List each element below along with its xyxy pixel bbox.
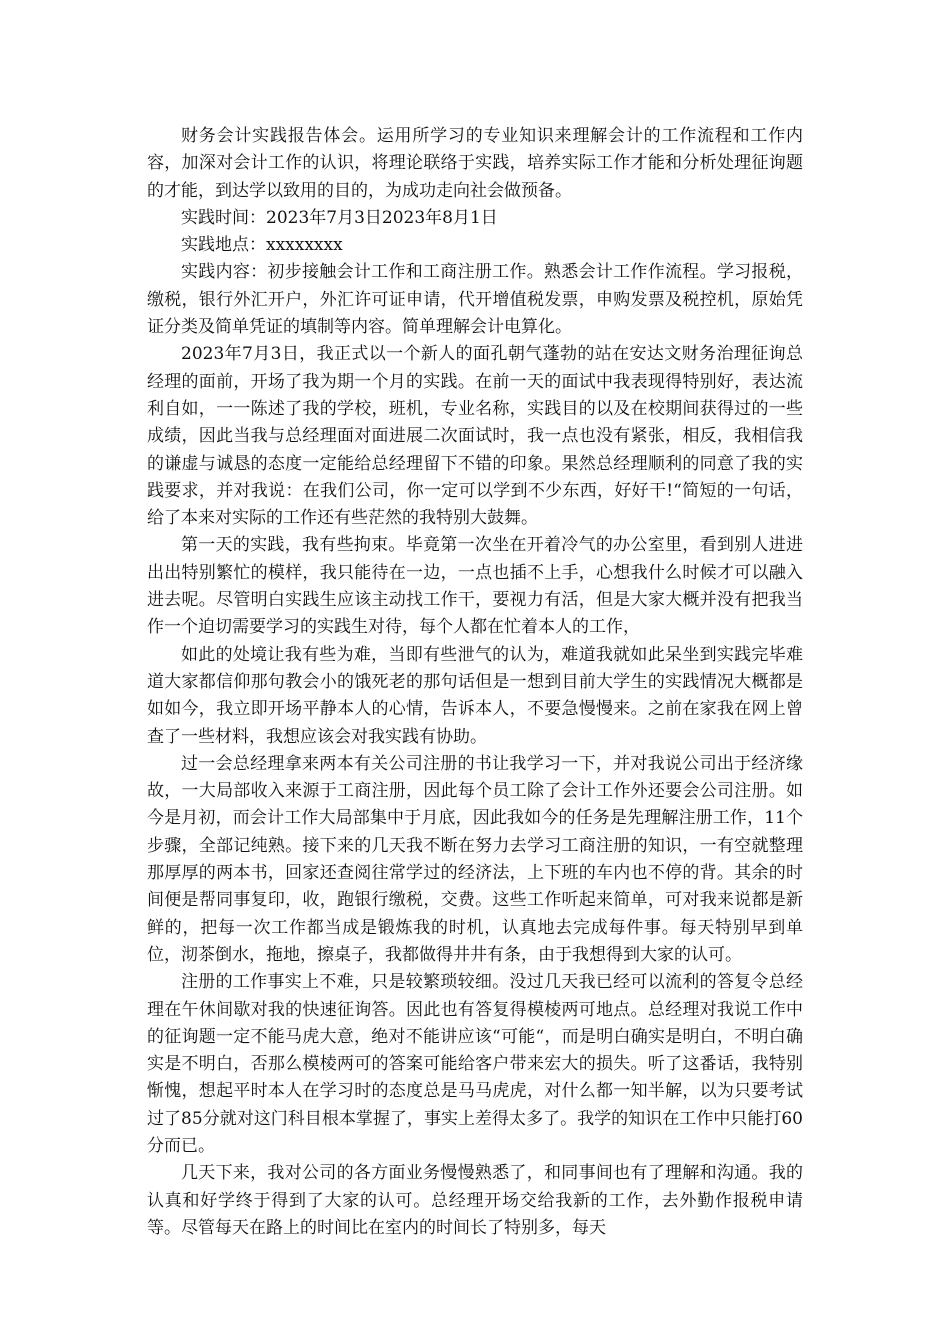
paragraph-first-day: 第一天的实践，我有些拘束。毕竟第一次坐在开着冷气的办公室里，看到别人进进出出特别繁忙的模样，我只能待在一边，一点也插不上手，心想我什么时候才可以融入进去呢。尽管明白实践生应该主动找工作干，要视力有活，但是大家大概并没有把我当作一个迫切需要学习的实践生对待，每个人都在忙着本人的工作， — [147, 535, 803, 638]
paragraph-practice-location: 实践地点：xxxxxxxx — [181, 235, 343, 256]
paragraph-intro: 财务会计实践报告体会。运用所学习的专业知识来理解会计的工作流程和工作内容，加深对会计工作的认识，将理论联络于实践，培养实际工作才能和分析处理征询题的才能，到达学以致用的目的，为成功走向社会做预备。 — [147, 126, 803, 201]
paragraph-registration-study: 过一会总经理拿来两本有关公司注册的书让我学习一下，并对我说公司出于经济缘故，一大局部收入来源于工商注册，因此每个员工除了会计工作外还要会公司注册。如今是月初，而会计工作大局部集中于月底，因此我如今的任务是先理解注册工作，11个步骤，全部记纯熟。接下来的几天我不断在努力去学习工商注册的知识，一有空就整理那厚厚的两本书，回家还查阅往常学过的经济法，上下班的车内也不停的背。其余的时间便是帮同事复印，收，跑银行缴税，交费。这些工作听起来简单，可对我来说都是新鲜的，把每一次工作都当成是锻炼我的时机，认真地去完成每件事。每天特别早到单位，沏茶倒水，拖地，擦桌子，我都做得井井有条，由于我想得到大家的认可。 — [147, 753, 803, 965]
paragraph-practice-time: 实践时间：2023年7月3日2023年8月1日 — [181, 207, 498, 228]
paragraph-registration-work: 注册的工作事实上不难，只是较繁琐较细。没过几天我已经可以流利的答复令总经理在午休间歇对我的快速征询答。因此也有答复得模棱两可地点。总经理对我说工作中的征询题一定不能马虎大意，绝对不能讲应该“可能“，而是明白确实是明白，不明白确实是不明白，否那么模棱两可的答案可能给客户带来宏大的损失。听了这番话，我特别惭愧，想起平时本人在学习时的态度总是马马虎虎，对什么都一知半解，以为只要考试过了85分就对这门科目根本掌握了，事实上差得太多了。我学的知识在工作中只能打60分而已。 — [147, 972, 803, 1156]
paragraph-situation: 如此的处境让我有些为难，当即有些泄气的认为，难道我就如此呆坐到实践完毕难道大家都信仰那句教会小的饿死老的那句话但是一想到目前大学生的实践情况大概都是如如今，我立即开场平静本人的心情，告诉本人，不要急慢慢来。之前在家我在网上曾查了一些材料，我想应该会对我实践有协助。 — [147, 644, 803, 747]
paragraph-first-day-interview: 2023年7月3日，我正式以一个新人的面孔朝气蓬勃的站在安达文财务治理征询总经理的面前，开场了我为期一个月的实践。在前一天的面试中我表现得特别好，表达流利自如，一一陈述了我的学校，班机，专业名称，实践目的以及在校期间获得过的一些成绩，因此当我与总经理面对面进展二次面试时，我一点也没有紧张，相反，我相信我的谦虚与诚恳的态度一定能给总经理留下不错的印象。果然总经理顺利的同意了我的实践要求，并对我说：在我们公司，你一定可以学到不少东西，好好干!“简短的一句话，给了本来对实际的工作还有些茫然的我特别大鼓舞。 — [147, 344, 803, 529]
paragraph-practice-content: 实践内容：初步接触会计工作和工商注册工作。熟悉会计工作作流程。学习报税，缴税，银行外汇开户，外汇许可证申请，代开增值税发票，申购发票及税控机，原始凭证分类及简单凭证的填制等内容。简单理解会计电算化。 — [147, 262, 803, 338]
paragraph-few-days-later: 几天下来，我对公司的各方面业务慢慢熟悉了，和同事间也有了理解和沟通。我的认真和好学终于得到了大家的认可。总经理开场交给我新的工作，去外勤作报税申请等。尽管每天在路上的时间比在室内的时间长了特别多，每天 — [147, 1163, 803, 1238]
document-body — [147, 123, 803, 1242]
